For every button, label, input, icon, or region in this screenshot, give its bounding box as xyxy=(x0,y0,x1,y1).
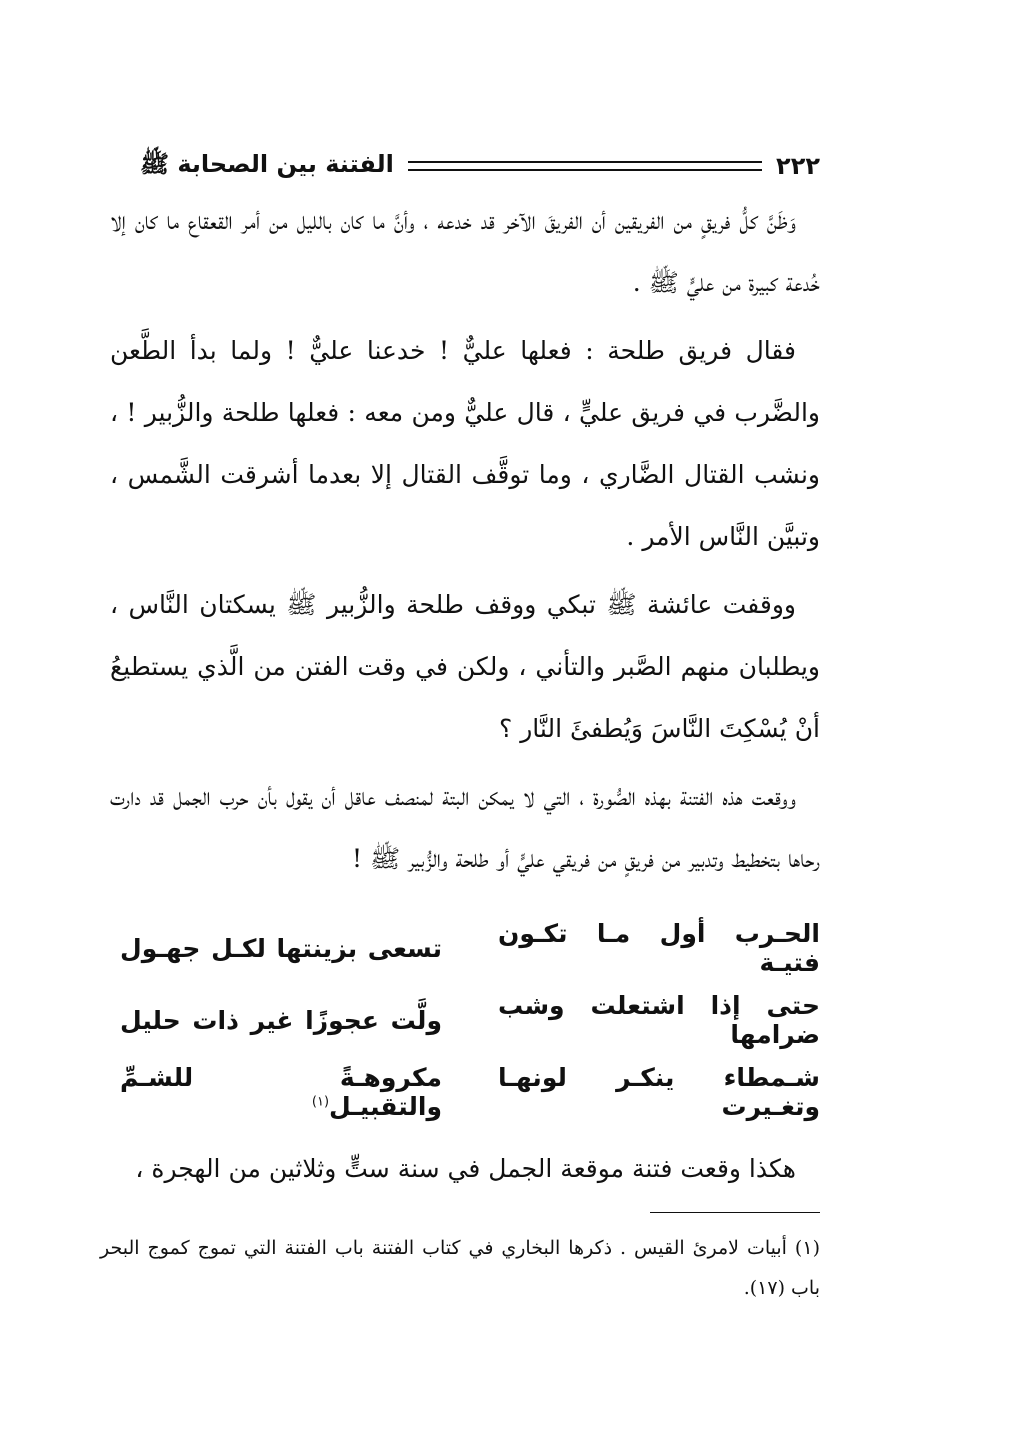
first-hemistich: الحـرب أول مـا تكـون فتيـة xyxy=(498,919,820,977)
footnote: (١) أبيات لامرئ القيس . ذكرها البخاري في كتاب الفتنة باب الفتنة التي تموج كموج البحر باب (١٧). xyxy=(100,1237,820,1299)
paragraph: هكذا وقعت فتنة موقعة الجمل في سنة ستٍّ وثلاثين من الهجرة ، xyxy=(135,1154,796,1183)
closing-text xyxy=(110,1138,820,1200)
main-text xyxy=(110,190,820,896)
header-rule xyxy=(408,161,762,171)
second-hemistich: تسعى بزينتها لكـل جهـول xyxy=(120,933,442,963)
second-hemistich xyxy=(120,1063,442,1121)
first-hemistich: حتى إذا اشتعلت وشب ضرامها xyxy=(498,991,820,1049)
paragraph: ووقفت عائشة ﷺ تبكي ووقف طلحة والزُّبير ﷺ يسكتان النَّاس ، ويطلبان منهم الصَّبر والتأني ، ولكن في وقت الفتن من الَّذي يستطيعُ أنْ يُسْكِتَ النَّاسَ وَيُطفئَ النَّار ؟ xyxy=(110,590,820,743)
poem-verse xyxy=(120,1056,820,1128)
footnote-divider xyxy=(650,1212,820,1213)
running-header xyxy=(140,148,820,184)
paragraph: فقال فريق طلحة : فعلها عليٌّ ! خدعنا عليٌّ ! ولما بدأ الطَّعن والضَّرب في فريق عليٍّ ، قال عليٌّ ومن معه : فعلها طلحة والزُّبير ! ، ونشب القتال الضَّاري ، وما توقَّف القتال إلا بعدما أشرقت الشَّمس ، وتبيَّن النَّاس الأمر . xyxy=(110,336,820,551)
second-hemistich: ولَّت عجوزًا غير ذات حليل xyxy=(120,1005,442,1035)
poem xyxy=(120,912,820,1128)
paragraph: ووقعت هذه الفتنة بهذه الصُّورة ، التي لا يمكن البتة لمنصف عاقل أن يقول بأن حرب الجمل قد دارت رحاها بتخطيط وتدبير من فريقٍ من فريقي عليٍّ أو طلحة والزُّبير ﷺ ! xyxy=(110,782,820,873)
page-number: ٢٢٢ xyxy=(776,152,820,180)
paragraph: وَظَنَّ كلُّ فريقٍ من الفريقين أن الفريقَ الآخر قد خدعه ، وأنَّ ما كان بالليل من أمر القعقاع ما كان إلا خُدعة كبيرة من عليٍّ ﷺ . xyxy=(110,206,820,297)
first-hemistich: شـمطاء ينكـر لونهـا وتغـيرت xyxy=(498,1063,820,1121)
footnote-reference: (١) xyxy=(311,1094,330,1110)
running-title: الفتنة بين الصحابة ﷺ xyxy=(140,149,394,178)
poem-verse xyxy=(120,912,820,984)
footnotes xyxy=(100,1228,820,1308)
second-hemistich-text: مكروهـةً للشـمِّ والتقبيـل xyxy=(120,1063,442,1121)
poem-verse xyxy=(120,984,820,1056)
